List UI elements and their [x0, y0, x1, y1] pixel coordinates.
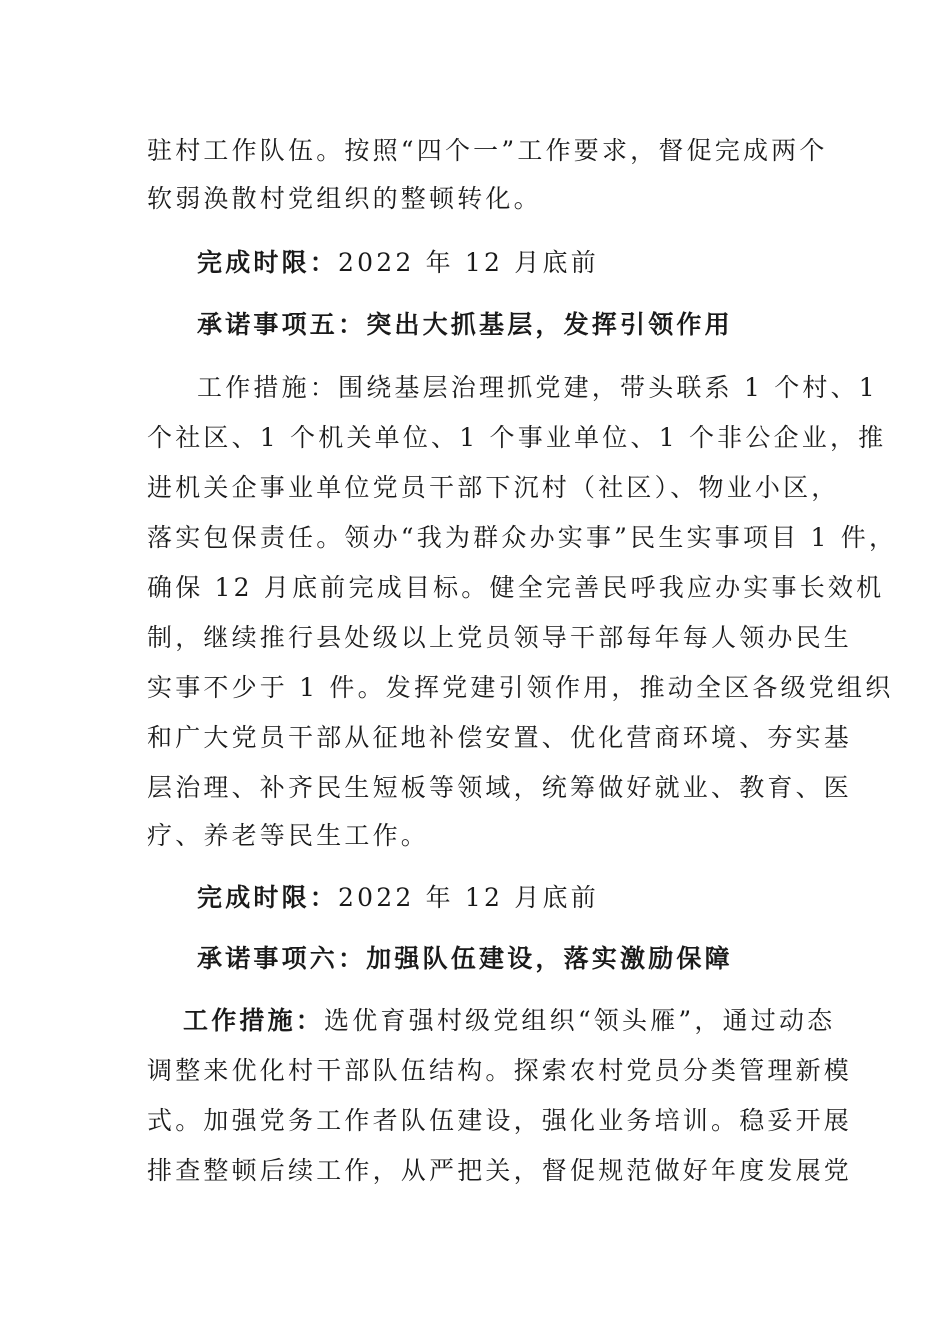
- section-heading: 承诺事项六：加强队伍建设，落实激励保障: [197, 944, 733, 973]
- deadline-value: 2022 年 12 月底前: [338, 883, 599, 912]
- deadline-label: 完成时限：: [197, 883, 339, 912]
- text-line: 工作措施：围绕基层治理抓党建，带头联系 1 个村、1: [197, 373, 878, 402]
- deadline-value: 2022 年 12 月底前: [338, 248, 599, 277]
- text-line: 制，继续推行县处级以上党员领导干部每年每人领办民生: [147, 623, 853, 652]
- section-heading: 承诺事项五：突出大抓基层，发挥引领作用: [197, 310, 733, 339]
- deadline-label: 完成时限：: [197, 248, 339, 277]
- text-line: 式。加强党务工作者队伍建设，强化业务培训。稳妥开展: [147, 1106, 853, 1135]
- text-line: 确保 12 月底前完成目标。健全完善民呼我应办实事长效机: [147, 573, 885, 602]
- text-line: 落实包保责任。领办“我为群众办实事”民生实事项目 1 件，: [147, 523, 898, 552]
- text-line: [183, 1006, 836, 1036]
- text-line: 软弱涣散村党组织的整顿转化。: [147, 184, 542, 213]
- text-line: 排查整顿后续工作，从严把关，督促规范做好年度发展党: [147, 1156, 853, 1185]
- text-line: 个社区、1 个机关单位、1 个事业单位、1 个非公企业，推: [147, 423, 887, 452]
- text-line: 层治理、补齐民生短板等领域，统筹做好就业、教育、医: [147, 773, 853, 802]
- measures-label: 工作措施：: [183, 1006, 325, 1035]
- deadline-line: [197, 248, 827, 278]
- text-line: 和广大党员干部从征地补偿安置、优化营商环境、夯实基: [147, 723, 853, 752]
- measures-text: 选优育强村级党组织“领头雁”，通过动态: [324, 1006, 836, 1035]
- text-line: 实事不少于 1 件。发挥党建引领作用，推动全区各级党组织: [147, 673, 894, 702]
- deadline-line: [197, 883, 827, 913]
- text-line: 进机关企事业单位党员干部下沉村（社区）、物业小区，: [147, 473, 840, 502]
- text-line: 疗、养老等民生工作。: [147, 821, 430, 850]
- text-line: 调整来优化村干部队伍结构。探索农村党员分类管理新模: [147, 1056, 853, 1085]
- text-line: 驻村工作队伍。按照“四个一”工作要求，督促完成两个: [147, 136, 828, 165]
